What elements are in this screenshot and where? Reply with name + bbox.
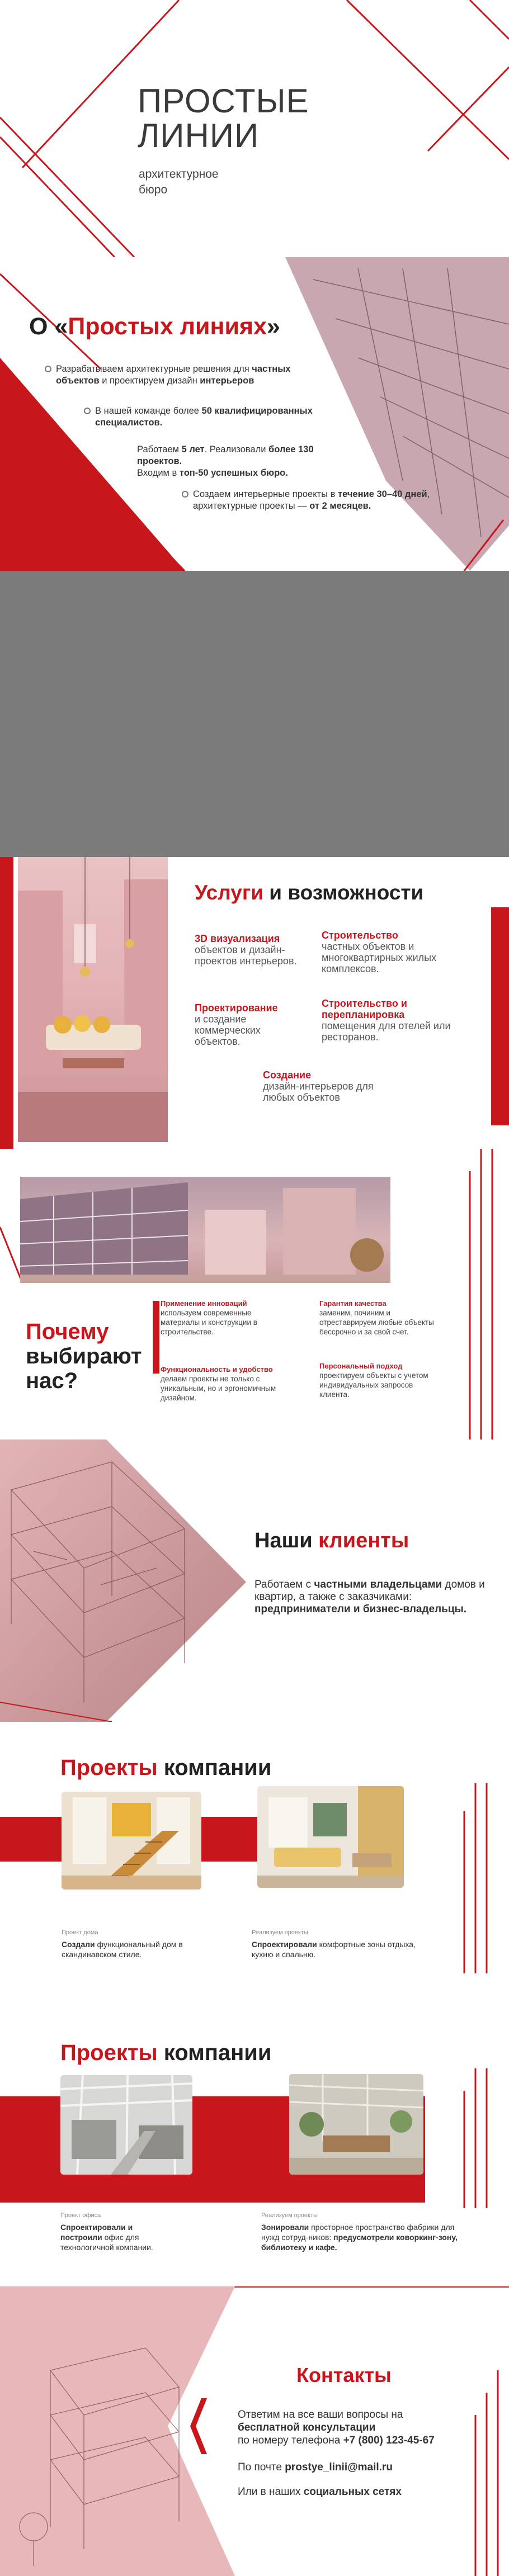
project-living-label: Реализуем проекты	[252, 1929, 308, 1936]
title-line-1: ПРОСТЫЕ	[138, 82, 309, 120]
projects1-title: Проекты компании	[60, 1755, 272, 1780]
project-office-photo	[60, 2075, 192, 2175]
factory-illustration	[289, 2074, 423, 2175]
living-room-illustration	[257, 1786, 404, 1888]
projects2-title-accent: Проекты	[60, 2040, 158, 2065]
services-right-red-bar	[491, 907, 509, 1125]
why-item-quality: Гарантия качества заменим, починим и отреставрируем любые объекты бессрочно и за свой счет.	[319, 1299, 434, 1336]
service-construction: Строительство частных объектов и многоквартирных жилых комплексов.	[322, 930, 437, 974]
why-building-photo	[20, 1177, 390, 1283]
contacts-phone[interactable]: +7 (800) 123-45-67	[343, 2435, 435, 2446]
contacts-section	[0, 2286, 509, 2576]
about-item-4: Создаем интерьерные проекты в течение 30–40 дней, архитектурные проекты — от 2 месяцев.	[182, 489, 445, 512]
project-office-caption: Спроектировали и построили офис для технологичной компании.	[60, 2223, 153, 2252]
contacts-social-link[interactable]: социальных сетях	[303, 2486, 402, 2498]
why-title-accent: Почему	[26, 1319, 109, 1344]
about-section	[0, 257, 509, 571]
services-title: Услуги и возможности	[195, 881, 424, 904]
about-item-2: В нашей команде более 50 квалифицированных специалистов.	[84, 405, 330, 429]
about-item-1: Разрабатываем архитектурные решения для частных объектов и проектируем дизайн интерьеров	[45, 363, 336, 387]
building-illustration	[20, 1177, 390, 1283]
service-replanning: Строительство и перепланировка помещения для отелей или ресторанов.	[322, 998, 451, 1043]
why-item-personal: Персональный подход проектируем объекты с учетом индивидуальных запросов клиента.	[319, 1362, 428, 1399]
page-title	[138, 84, 309, 153]
project-living-photo	[257, 1786, 404, 1888]
page-subtitle	[139, 167, 219, 198]
services-title-accent: Услуги	[195, 881, 264, 904]
contacts-email-link[interactable]: prostye_linii@mail.ru	[285, 2461, 393, 2473]
bullet-icon	[84, 408, 91, 414]
projects2-title: Проекты компании	[60, 2040, 272, 2065]
hero-section	[0, 0, 509, 257]
why-title: Почему выбирают нас?	[26, 1319, 142, 1393]
project-living-caption: Спроектировали комфортные зоны отдыха, кухню и спальню.	[252, 1940, 416, 1959]
services-section	[0, 857, 509, 1149]
clients-section	[0, 1439, 509, 1722]
interior-illustration	[18, 857, 168, 1142]
project-office-label: Проект офиса	[60, 2212, 101, 2219]
service-3d-visualization: 3D визуализация объектов и дизайн-проектов интерьеров.	[195, 933, 297, 967]
why-red-bar	[153, 1301, 159, 1374]
services-interior-photo	[18, 857, 168, 1142]
contacts-social-line: Или в наших социальных сетях	[238, 2486, 402, 2498]
service-interior-design: Создание дизайн-интерьеров для любых объектов	[263, 1069, 374, 1103]
services-left-red-bar	[0, 857, 13, 1149]
subtitle-line-1: архитектурное	[139, 168, 219, 181]
projects1-title-accent: Проекты	[60, 1755, 158, 1780]
bullet-icon	[45, 366, 51, 372]
subtitle-line-2: бюро	[139, 183, 168, 196]
service-design: Проектирование и создание коммерческих объектов.	[195, 1002, 278, 1047]
project-house-photo	[62, 1792, 201, 1890]
bullet-icon	[182, 491, 188, 498]
project-factory-photo	[289, 2074, 423, 2175]
title-line-2: ЛИНИИ	[138, 117, 260, 154]
contacts-email-line: По почте prostye_linii@mail.ru	[238, 2461, 393, 2473]
about-title-accent: Простых линиях	[68, 313, 267, 340]
project-factory-caption: Зонировали просторное пространство фабрики для нужд сотруд-ников: предусмотрели коворкинг-зону, библиотеку и кафе.	[261, 2223, 458, 2252]
office-illustration	[60, 2075, 192, 2175]
project-house-label: Проект дома	[62, 1929, 98, 1936]
contacts-title: Контакты	[296, 2364, 392, 2386]
project-house-caption: Создали функциональный дом в скандинавском стиле.	[62, 1940, 183, 1959]
grey-placeholder-block	[0, 571, 509, 857]
about-item-3: Работаем 5 лет. Реализовали более 130 проектов. Входим в топ-50 успешных бюро.	[137, 444, 314, 478]
why-item-innovation: Применение инноваций используем современные материалы и конструкции в строительстве.	[161, 1299, 257, 1336]
contacts-consult-text: Ответим на все ваши вопросы на бесплатной консультации по номеру телефона +7 (800) 123-45-67	[238, 2409, 435, 2446]
projects-section-2	[0, 2024, 509, 2286]
project-factory-label: Реализуем проекты	[261, 2212, 318, 2219]
clients-title-accent: клиенты	[318, 1529, 409, 1552]
projects-section-1	[0, 1722, 509, 2024]
why-us-section	[0, 1149, 509, 1439]
about-title: О «Простых линиях»	[29, 313, 280, 340]
clients-title: Наши клиенты	[254, 1529, 409, 1552]
why-item-functionality: Функциональность и удобство делаем проекты не только с уникальным, но и эргономичным дизайном.	[161, 1365, 276, 1402]
house-interior-illustration	[62, 1792, 201, 1890]
clients-text: Работаем с частными владельцами домов и квартир, а также с заказчиками: предприниматели и бизнес-владельцы.	[254, 1579, 485, 1615]
